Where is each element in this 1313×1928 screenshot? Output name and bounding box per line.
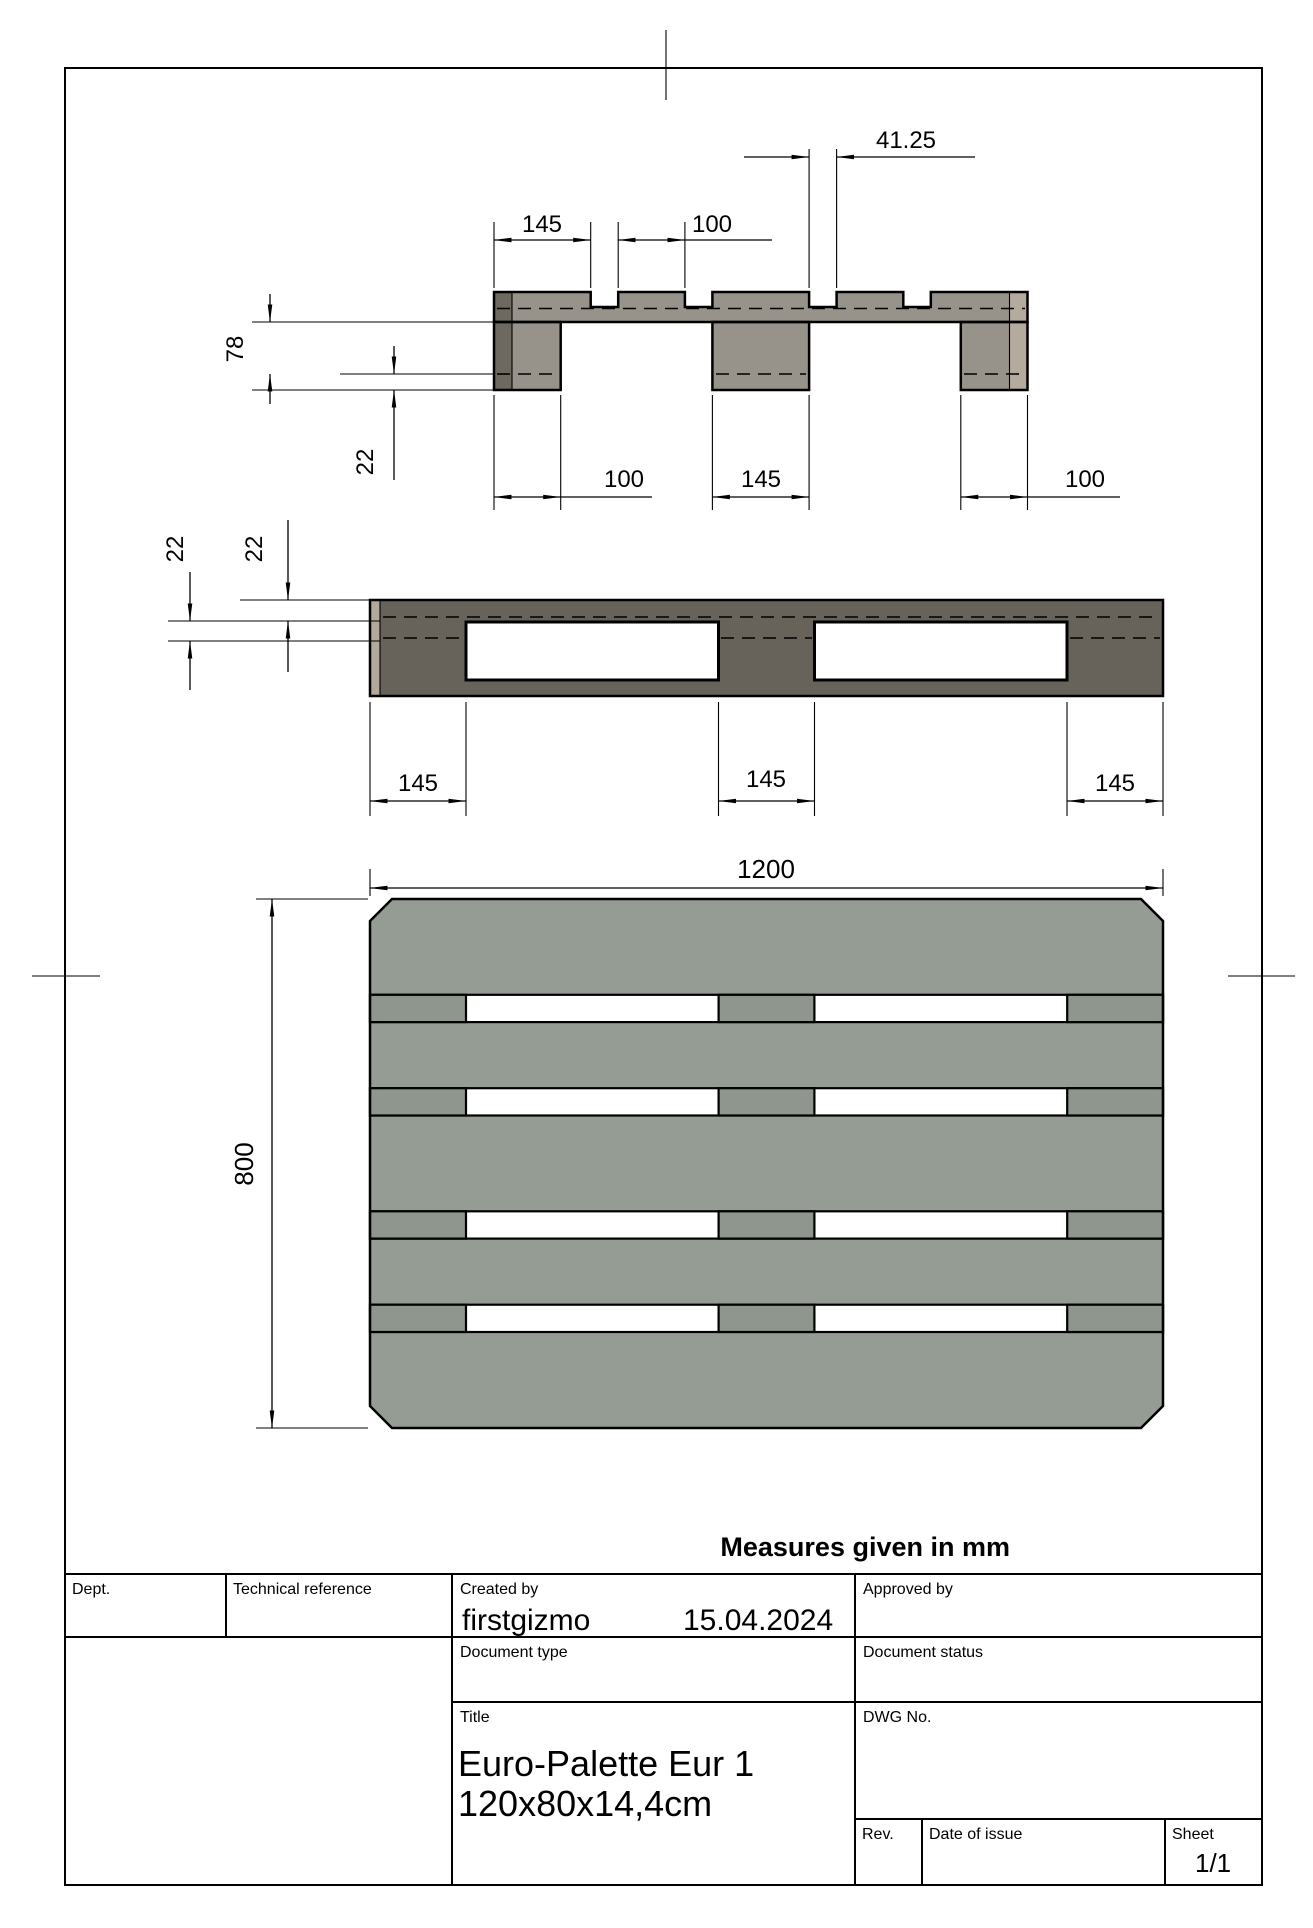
plan-view: [370, 899, 1163, 1428]
approved-by-label: Approved by: [863, 1581, 953, 1598]
document-status-label: Document status: [863, 1644, 984, 1661]
dwg-no-label: DWG No.: [863, 1709, 932, 1726]
dim-plan-length: 1200: [737, 854, 795, 884]
created-by-label: Created by: [460, 1581, 539, 1598]
technical-reference-label: Technical reference: [233, 1581, 372, 1598]
front-view-center-block: [712, 322, 809, 390]
centering-marks: [32, 30, 1295, 976]
title-value-line2: 120x80x14,4cm: [458, 1783, 713, 1824]
side-view: [370, 600, 1163, 696]
plan-view-body: [370, 899, 1163, 1428]
title-block-grid: [65, 1574, 1262, 1885]
front-view-left-end-strip: [494, 292, 512, 390]
creation-date-value: 15.04.2024: [683, 1604, 834, 1637]
title-label: Title: [460, 1709, 490, 1726]
dim-front-deck-board1: 145: [521, 211, 563, 238]
side-view-fork-opening-right: [815, 622, 1068, 680]
sheet-value: 1/1: [1195, 1848, 1232, 1878]
dim-front-deck-gap: 41.25: [875, 127, 937, 154]
created-by-value: firstgizmo: [462, 1604, 591, 1637]
side-view-end-strip: [370, 600, 380, 696]
dim-side-right-block: 145: [1094, 770, 1136, 797]
sheet-label: Sheet: [1172, 1826, 1214, 1843]
front-view: [494, 292, 1028, 390]
dim-front-block-height: 78: [222, 335, 249, 363]
front-view-right-end-strip: [1010, 292, 1028, 390]
dim-side-left-block: 145: [397, 770, 439, 797]
title-block: [65, 1574, 1262, 1885]
dim-side-cross-board: 22: [162, 535, 189, 563]
title-value-line1: Euro-Palette Eur 1: [458, 1743, 755, 1784]
units-note: Measures given in mm: [720, 1532, 1010, 1562]
dim-front-bottom-left-block: 100: [603, 466, 645, 493]
dim-plan-width: 800: [229, 1142, 259, 1186]
dim-side-top-board: 22: [241, 535, 268, 563]
date-of-issue-label: Date of issue: [929, 1826, 1023, 1843]
dim-front-bottom-right-block: 100: [1064, 466, 1106, 493]
dim-front-bottom-center-block: 145: [740, 466, 782, 493]
dim-front-deck-board2: 100: [691, 211, 733, 238]
dept-label: Dept.: [72, 1581, 111, 1598]
rev-label: Rev.: [862, 1826, 894, 1843]
dim-side-center-block: 145: [745, 766, 787, 793]
front-view-deck: [494, 292, 1028, 322]
dim-front-bottom-board: 22: [352, 448, 379, 476]
side-view-fork-opening-left: [466, 622, 719, 680]
document-type-label: Document type: [460, 1644, 568, 1661]
